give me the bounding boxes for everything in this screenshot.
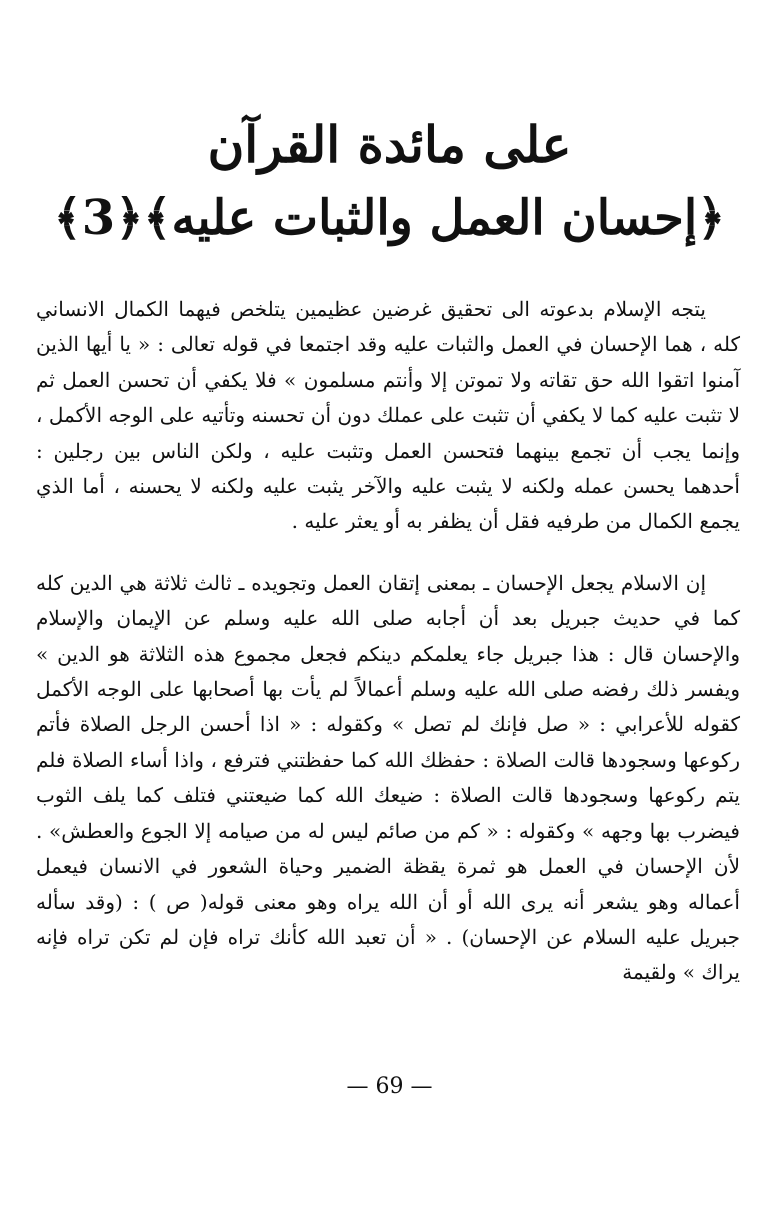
body-text xyxy=(36,292,740,991)
paragraph-1: يتجه الإسلام بدعوته الى تحقيق غرضين عظيمين يتلخص فيهما الكمال الانساني كله ، هما الإحسان في العمل والثبات عليه وقد اجتمعا في قوله تعالى : « يا أيها الذين آمنوا اتقوا الله حق تقاته ولا تموتن إلا وأنتم مسلمون » فلا يكفي أن تحسن العمل ثم لا تثبت عليه كما لا يكفي أن تثبت على عملك دون أن تحسنه وتأتيه على الوجه الأكمل ، وإنما يجب أن تجمع بينهما فتحسن العمل وتثبت عليه ، ولكن الناس بين رجلين : أحدهما يحسن عمله ولكنه لا يثبت عليه والآخر يثبت عليه ولكنه لا يحسنه ، أما الذي يجمع الكمال من طرفيه فقل أن يظفر به أو يعثر عليه . xyxy=(36,297,740,534)
page-title: على مائدة القرآن xyxy=(207,115,572,174)
paragraph-2: إن الاسلام يجعل الإحسان ـ بمعنى إتقان العمل وتجويده ـ ثالث ثلاثة هي الدين كله كما في حديث جبريل بعد أن أجابه صلى الله عليه وسلم عن الإيمان والإسلام والإحسان قال : هذا جبريل جاء يعلمكم دينكم فجعل مجموع هذه الثلاثة هو الدين » ويفسر ذلك رفضه صلى الله عليه وسلم أعمالاً لم يأت بها أصحابها على الوجه الأكمل كقوله للأعرابي : « صل فإنك لم تصل » وكقوله : « اذا أحسن الرجل الصلاة فأتم ركوعها وسجودها قالت الصلاة : حفظك الله كما حفظتني فترفع ، واذا أساء الصلاة فلم يتم ركوعها وسجودها قالت الصلاة : ضيعك الله كما ضيعتني فتلف كما يلف الثوب فيضرب بها وجهه » وكقوله : « كم من صائم ليس له من صيامه إلا الجوع والعطش» . لأن الإحسان في العمل هو ثمرة يقظة الضمير وحياة الشعور في الانسان فيعمل أعماله وهو يشعر أنه يرى الله أو أن الله يراه وهو معنى قوله( ص ) : (وقد سأله جبريل عليه السلام عن الإحسان) . « أن تعبد الله كأنك تراه فإن لم تكن تراه فإنه يراك » ولقيمة xyxy=(36,570,740,985)
title-block xyxy=(0,110,779,252)
page-number: — 69 — xyxy=(346,1074,433,1099)
page-subtitle: ﴿إحسان العمل والثبات عليه﴾﴿3﴾ xyxy=(53,190,726,246)
